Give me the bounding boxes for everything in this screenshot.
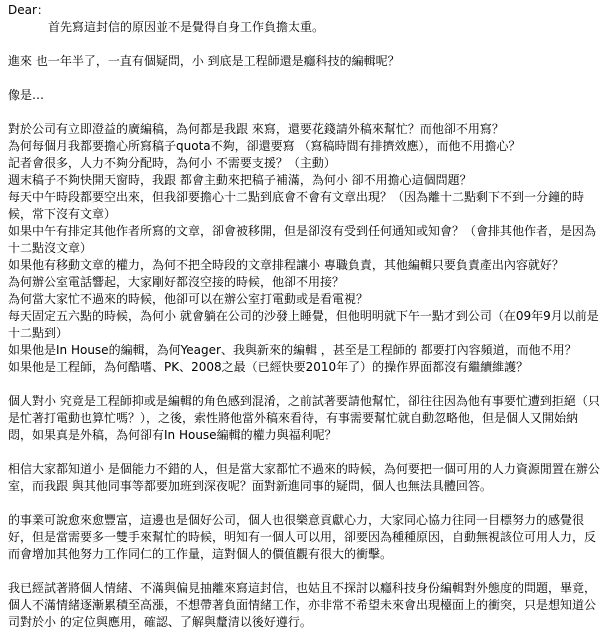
paragraph-role-confusion [8,393,601,444]
question-list [8,121,601,376]
spacer [8,444,601,461]
spacer [8,495,601,512]
spacer [8,70,601,87]
paragraph-text: 個人對小 究竟是工程師抑或是編輯的角色感到混淆，之前試著要請他幫忙，卻往往因為他有事要忙遭到拒絕（只是忙著打電動也算忙嗎？），之後，索性將他當外稿來看待，有事需要幫忙就自動忽略他，但是個人又開始納悶，如果真是外稿，為何卻有In House編輯的權力與福利呢？ [8,394,600,442]
paragraph-question: 進來 也一年半了，一直有個疑問，小 到底是工程師還是癮科技的編輯呢？ [8,54,400,68]
salutation: Dear： [8,3,49,17]
paragraph-text: 的事業可說愈來愈豐富，這邊也是個好公司，個人也很樂意貢獻心力，大家同心協力往同一目標努力的感覺很好，但是當需要多一雙手來幫忙的時候，明知有一個人可以用，卻要因為種種原因，自動無視該位可用人力，反而會增加其他努力工作同仁的工作量，這對個人的價值觀有很大的衝擊。 [8,513,597,561]
paragraph-company [8,512,601,563]
list-item: 如果他有移動文章的權力，為何不把全時段的文章排程讓小 專職負責，其他編輯只要負責產出內容就好？ [8,258,564,272]
list-item: 記者會很多，人力不夠分配時，為何小 不需要支援？（主動） [8,156,336,170]
list-item: 對於公司有立即澄益的廣編稿，為何都是我跟 來寫，還要花錢請外稿來幫忙？而他卻不用寫？ [8,122,504,136]
list-item: 為何辦公室電話響起，大家剛好都沒空接的時候，他卻不用接？ [8,275,345,289]
list-item: 如果他是工程師，為何酷嗜、PK、2008之最（已經快要2010年了）的操作界面都沒有繼續維護？ [8,360,529,374]
spacer [8,104,601,121]
list-item: 週末稿子不夠快開天窗時，我跟 都會主動來把稿子補滿，為何小 卻不用擔心這個問題？ [8,173,472,187]
list-item: 每天固定五六點的時候，為何小 就會躺在公司的沙發上睡覺，但他明明就下午一點才到公司（在09年9月以前是十二點到） [8,309,599,340]
list-item: 為何當大家忙不過來的時候，他卻可以在辦公室打電動或是看電視？ [8,292,369,306]
paragraph-examples-lead: 像是… [8,88,45,102]
paragraph-closing [8,580,601,631]
list-item: 每天中午時段都要空出來，但我卻要擔心十二點到底會不會有文章出現？（因為離十二點剩下不到一分鐘的時候，常下沒有文章） [8,190,585,221]
list-item: 為何每個月我都要擔心所寫稿子quota不夠，卻還要寫 （寫稿時間有排擠效應），而他不用擔心？ [8,139,521,153]
list-item: 如果他是In House的編輯，為何Yeager、我與新來的編輯 ，甚至是工程師的 都要打內容頻道，而他不用？ [8,343,577,357]
intro-line: 首先寫這封信的原因並不是覺得自身工作負擔太重。 [48,20,325,34]
list-item: 如果中午有排定其他作者所寫的文章，卻會被移開，但是卻沒有受到任何通知或知會？（會排其他作者，是因為十二點沒文章） [8,224,597,255]
spacer [8,36,601,53]
spacer [8,563,601,580]
paragraph-text: 相信大家都知道小 是個能力不錯的人，但是當大家都忙不過來的時候，為何要把一個可用的人力資源閒置在辦公室，而我跟 與其他同事等都要加班到深夜呢？面對新進同事的疑問，個人也無法具體回答。 [8,462,600,493]
paragraph-resources [8,461,601,495]
paragraph-text: 我已經試著將個人情緒、不滿與偏見抽離來寫這封信，也姑且不探討以癮科技身份編輯對外態度的問題，畢竟，個人不滿情緒逐漸累積至高漲，不想帶著負面情緒工作，亦非常不希望未來會出現檯面上的衝突，只是想知道公司對於小 的定位與應用，確認、了解與釐清以後好遵行。 [8,581,597,629]
spacer [8,376,601,393]
